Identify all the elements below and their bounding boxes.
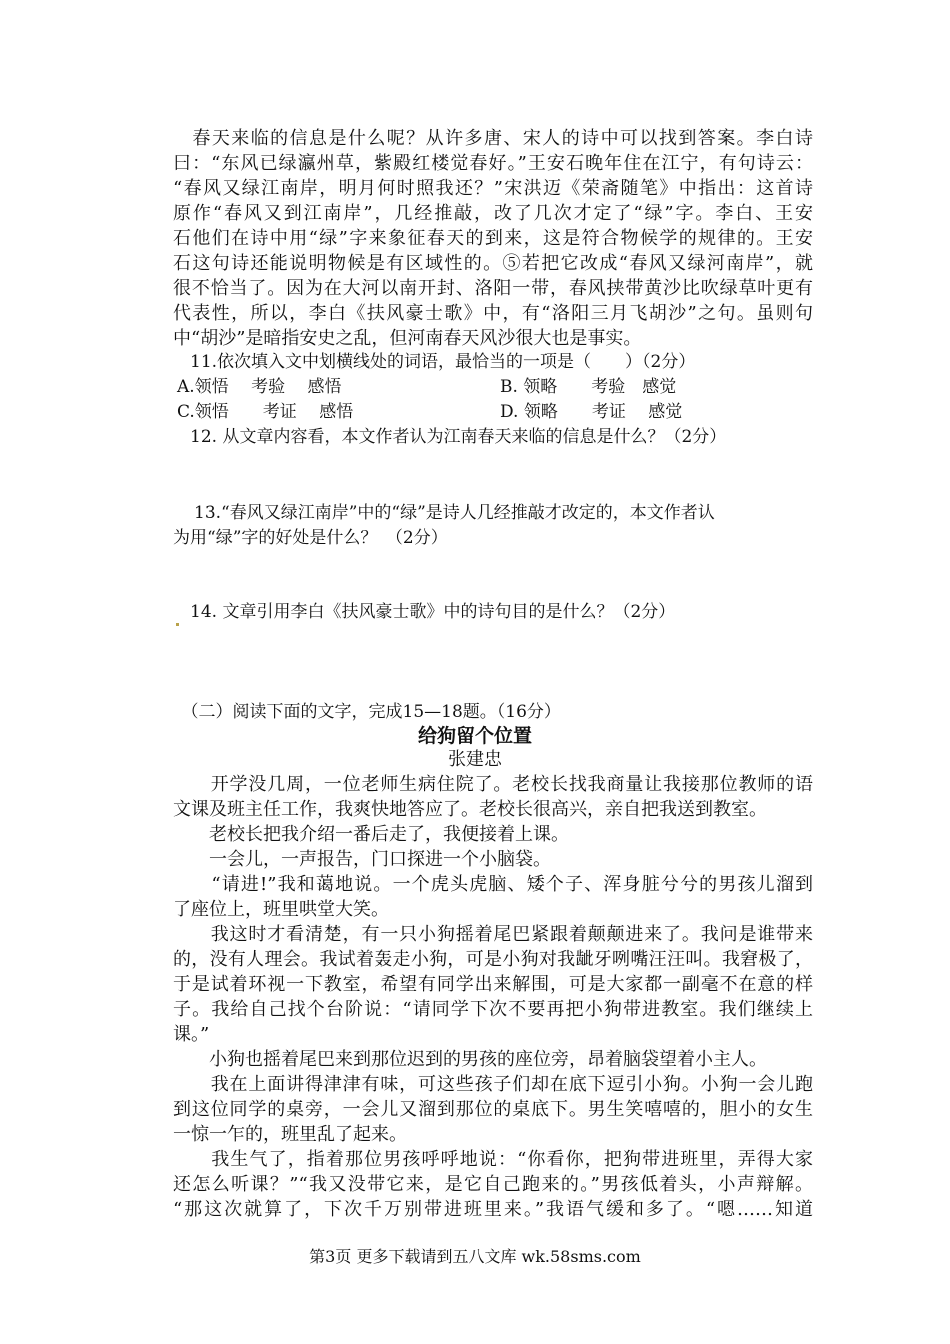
story-author: 张建忠 <box>448 749 502 770</box>
story-line: “请进!”我和蔼地说。一个虎头虎脑、矮个子、浑身脏兮兮的男孩儿溜到 <box>173 874 813 895</box>
stray-mark <box>176 623 179 626</box>
story-line: 文课及班主任工作，我爽快地答应了。老校长很高兴，亲自把我送到教室。 <box>173 799 767 820</box>
story-line: 我在上面讲得津津有味，可这些孩子们却在底下逗引小狗。小狗一会儿跑 <box>173 1074 813 1095</box>
story-line: 开学没几周，一位老师生病住院了。老校长找我商量让我接那位教师的语 <box>173 774 813 795</box>
question-13-line: 为用“绿”字的好处是什么？ （2分） <box>173 528 448 548</box>
story-line: 小狗也摇着尾巴来到那位迟到的男孩的座位旁，昂着脑袋望着小主人。 <box>173 1049 767 1070</box>
story-title: 给狗留个位置 <box>417 725 532 747</box>
story-line: 了座位上，班里哄堂大笑。 <box>173 899 389 920</box>
option-c: C.领悟 考证 感悟 <box>177 402 354 422</box>
option-b: B. 领略 考验 感觉 <box>500 377 677 397</box>
option-d: D. 领略 考证 感觉 <box>500 402 683 422</box>
story-line: 我生气了，指着那位男孩呼呼地说：“你看你，把狗带进班里，弄得大家 <box>173 1149 813 1170</box>
passage-line: 原作“春风又到江南岸”，几经推敲，改了几次才定了“绿”字。李白、王安 <box>173 203 813 224</box>
story-line: 到这位同学的桌旁，一会儿又溜到那位的桌底下。男生笑嘻嘻的，胆小的女生 <box>173 1099 813 1120</box>
story-line: 于是试着环视一下教室，希望有同学出来解围，可是大家都一副毫不在意的样 <box>173 974 813 995</box>
passage-line: 石这句诗还能说明物候是有区域性的。⑤若把它改成“春风又绿河南岸”，就 <box>173 253 813 274</box>
story-line: 子。我给自己找个台阶说：“请同学下次不要再把小狗带进教室。我们继续上 <box>173 999 813 1020</box>
question-12: 12. 从文章内容看，本文作者认为江南春天来临的信息是什么？（2分） <box>173 427 727 447</box>
section-2-heading: （二）阅读下面的文字，完成15—18题。（16分） <box>173 702 561 722</box>
story-line: 一会儿，一声报告，门口探进一个小脑袋。 <box>173 849 551 870</box>
passage-line: 春天来临的信息是什么呢？从许多唐、宋人的诗中可以找到答案。李白诗 <box>173 128 813 149</box>
story-line: 老校长把我介绍一番后走了，我便接着上课。 <box>173 824 569 845</box>
story-line: 一惊一乍的，班里乱了起来。 <box>173 1124 407 1145</box>
option-a: A.领悟 考验 感悟 <box>177 377 342 397</box>
passage-line: 代表性，所以，李白《扶风豪士歌》中，有“洛阳三月飞胡沙”之句。虽则句 <box>173 303 813 324</box>
story-line: 还怎么听课？”“我又没带它来，是它自己跑来的。”男孩低着头，小声辩解。 <box>173 1174 813 1195</box>
passage-line: 曰：“东风已绿瀛州草，紫殿红楼觉春好。”王安石晚年住在江宁，有句诗云： <box>173 153 813 174</box>
question-14: 14. 文章引用李白《扶风豪士歌》中的诗句目的是什么？（2分） <box>173 602 676 622</box>
story-line: “那这次就算了，下次千万别带进班里来。”我语气缓和多了。“嗯……知道 <box>173 1199 813 1220</box>
story-line: 课。” <box>173 1024 210 1045</box>
passage-line: 中“胡沙”是暗指安史之乱，但河南春天风沙很大也是事实。 <box>173 328 642 349</box>
question-13-line: 13.“春风又绿江南岸”中的“绿”是诗人几经推敲才改定的，本文作者认 <box>160 503 715 523</box>
passage-line: “春风又绿江南岸，明月何时照我还？”宋洪迈《荣斋随笔》中指出：这首诗 <box>173 178 813 199</box>
question-11-stem: 11.依次填入文中划横线处的词语，最恰当的一项是（ ）（2分） <box>173 352 696 372</box>
passage-line: 很不恰当了。因为在大河以南开封、洛阳一带，春风挟带黄沙比吹绿草叶更有 <box>173 278 813 299</box>
story-line: 我这时才看清楚，有一只小狗摇着尾巴紧跟着颠颠进来了。我问是谁带来 <box>173 924 813 945</box>
passage-line: 石他们在诗中用“绿”字来象征春天的到来，这是符合物候学的规律的。王安 <box>173 228 813 249</box>
story-line: 的，没有人理会。我试着轰走小狗，可是小狗对我龇牙咧嘴汪汪叫。我窘极了， <box>173 949 813 970</box>
page-footer: 第3页 更多下载请到五八文库 wk.58sms.com <box>309 1247 641 1266</box>
